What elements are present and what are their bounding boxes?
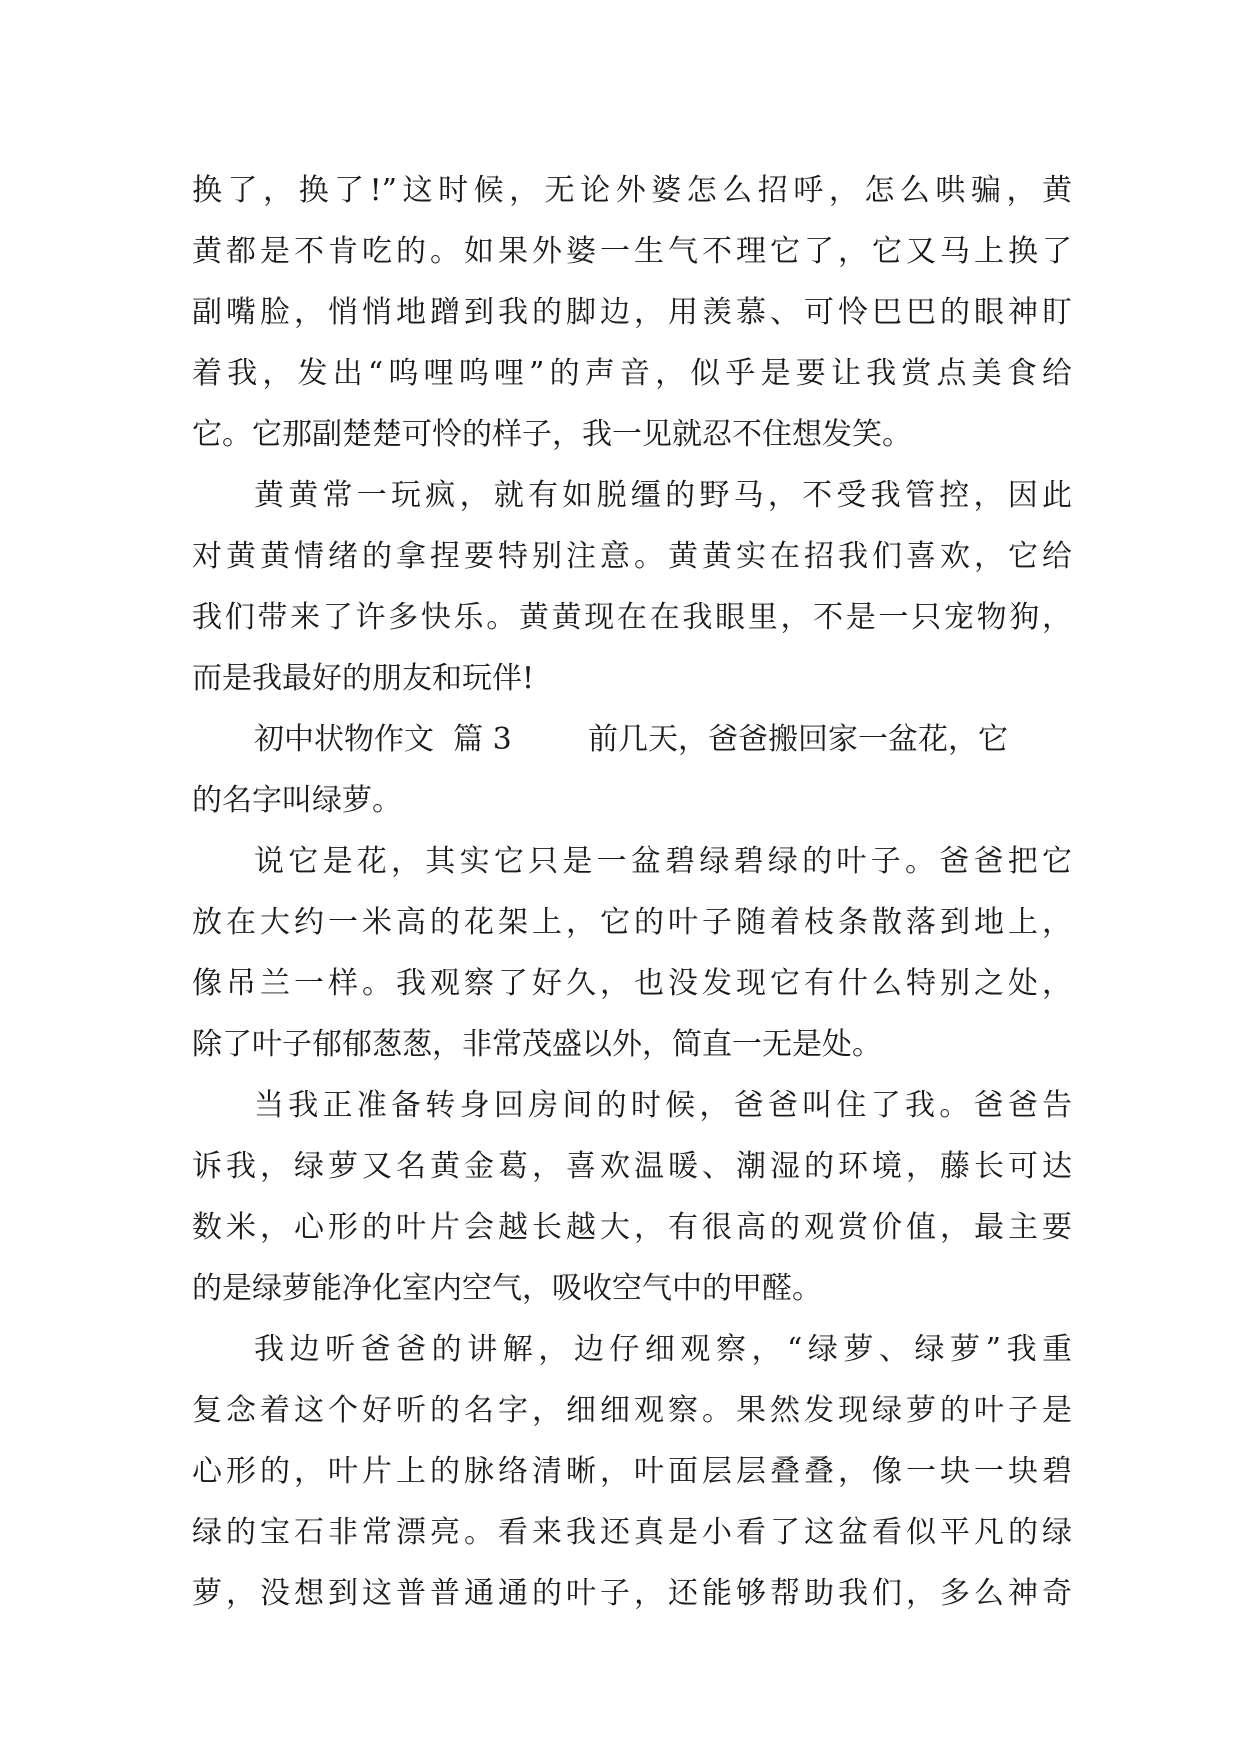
- paragraph-start-line: 说它是花，其实它只是一盆碧绿碧绿的叶子。爸爸把它: [254, 844, 1072, 879]
- paragraph-start-line: 当我正准备转身回房间的时候，爸爸叫住了我。爸爸告: [254, 1088, 1072, 1123]
- text-line: 换了，换了!”这时候，无论外婆怎么招呼，怎么哄骗，黄: [192, 173, 1072, 208]
- text-line: 诉我，绿萝又名黄金葛，喜欢温暖、潮湿的环境，藤长可达: [192, 1149, 1072, 1184]
- text-line: 我们带来了许多快乐。黄黄现在在我眼里，不是一只宠物狗，: [192, 600, 1072, 635]
- text-line: 而是我最好的朋友和玩伴!: [192, 661, 535, 696]
- text-line: 的名字叫绿萝。: [192, 783, 402, 818]
- text-line: 绿的宝石非常漂亮。看来我还真是小看了这盆看似平凡的绿: [192, 1515, 1072, 1550]
- text-line: 萝，没想到这普普通通的叶子，还能够帮助我们，多么神奇: [192, 1576, 1072, 1611]
- paragraph-start-line: 黄黄常一玩疯，就有如脱缰的野马，不受我管控，因此: [254, 478, 1072, 513]
- text-line: 数米，心形的叶片会越长越大，有很高的观赏价值，最主要: [192, 1210, 1072, 1245]
- text-line: 对黄黄情绪的拿捏要特别注意。黄黄实在招我们喜欢，它给: [192, 539, 1072, 574]
- section-heading-line: 初中状物作文 篇 3 前几天，爸爸搬回家一盆花，它: [254, 722, 1008, 757]
- text-line: 黄都是不肯吃的。如果外婆一生气不理它了，它又马上换了: [192, 234, 1072, 269]
- text-line: 着我，发出“呜哩呜哩”的声音，似乎是要让我赏点美食给: [192, 356, 1072, 391]
- text-line: 副嘴脸，悄悄地蹭到我的脚边，用羡慕、可怜巴巴的眼神盯: [192, 295, 1072, 330]
- text-line: 像吊兰一样。我观察了好久，也没发现它有什么特别之处，: [192, 966, 1072, 1001]
- text-line: 它。它那副楚楚可怜的样子，我一见就忍不住想发笑。: [192, 417, 912, 452]
- article-body: [192, 160, 1072, 1624]
- text-line: 放在大约一米高的花架上，它的叶子随着枝条散落到地上，: [192, 905, 1072, 940]
- text-line: 心形的，叶片上的脉络清晰，叶面层层叠叠，像一块一块碧: [192, 1454, 1072, 1489]
- text-line: 除了叶子郁郁葱葱，非常茂盛以外，简直一无是处。: [192, 1027, 882, 1062]
- text-line: 的是绿萝能净化室内空气，吸收空气中的甲醛。: [192, 1271, 822, 1306]
- text-line: 复念着这个好听的名字，细细观察。果然发现绿萝的叶子是: [192, 1393, 1072, 1428]
- paragraph-start-line: 我边听爸爸的讲解，边仔细观察，“绿萝、绿萝”我重: [254, 1332, 1072, 1367]
